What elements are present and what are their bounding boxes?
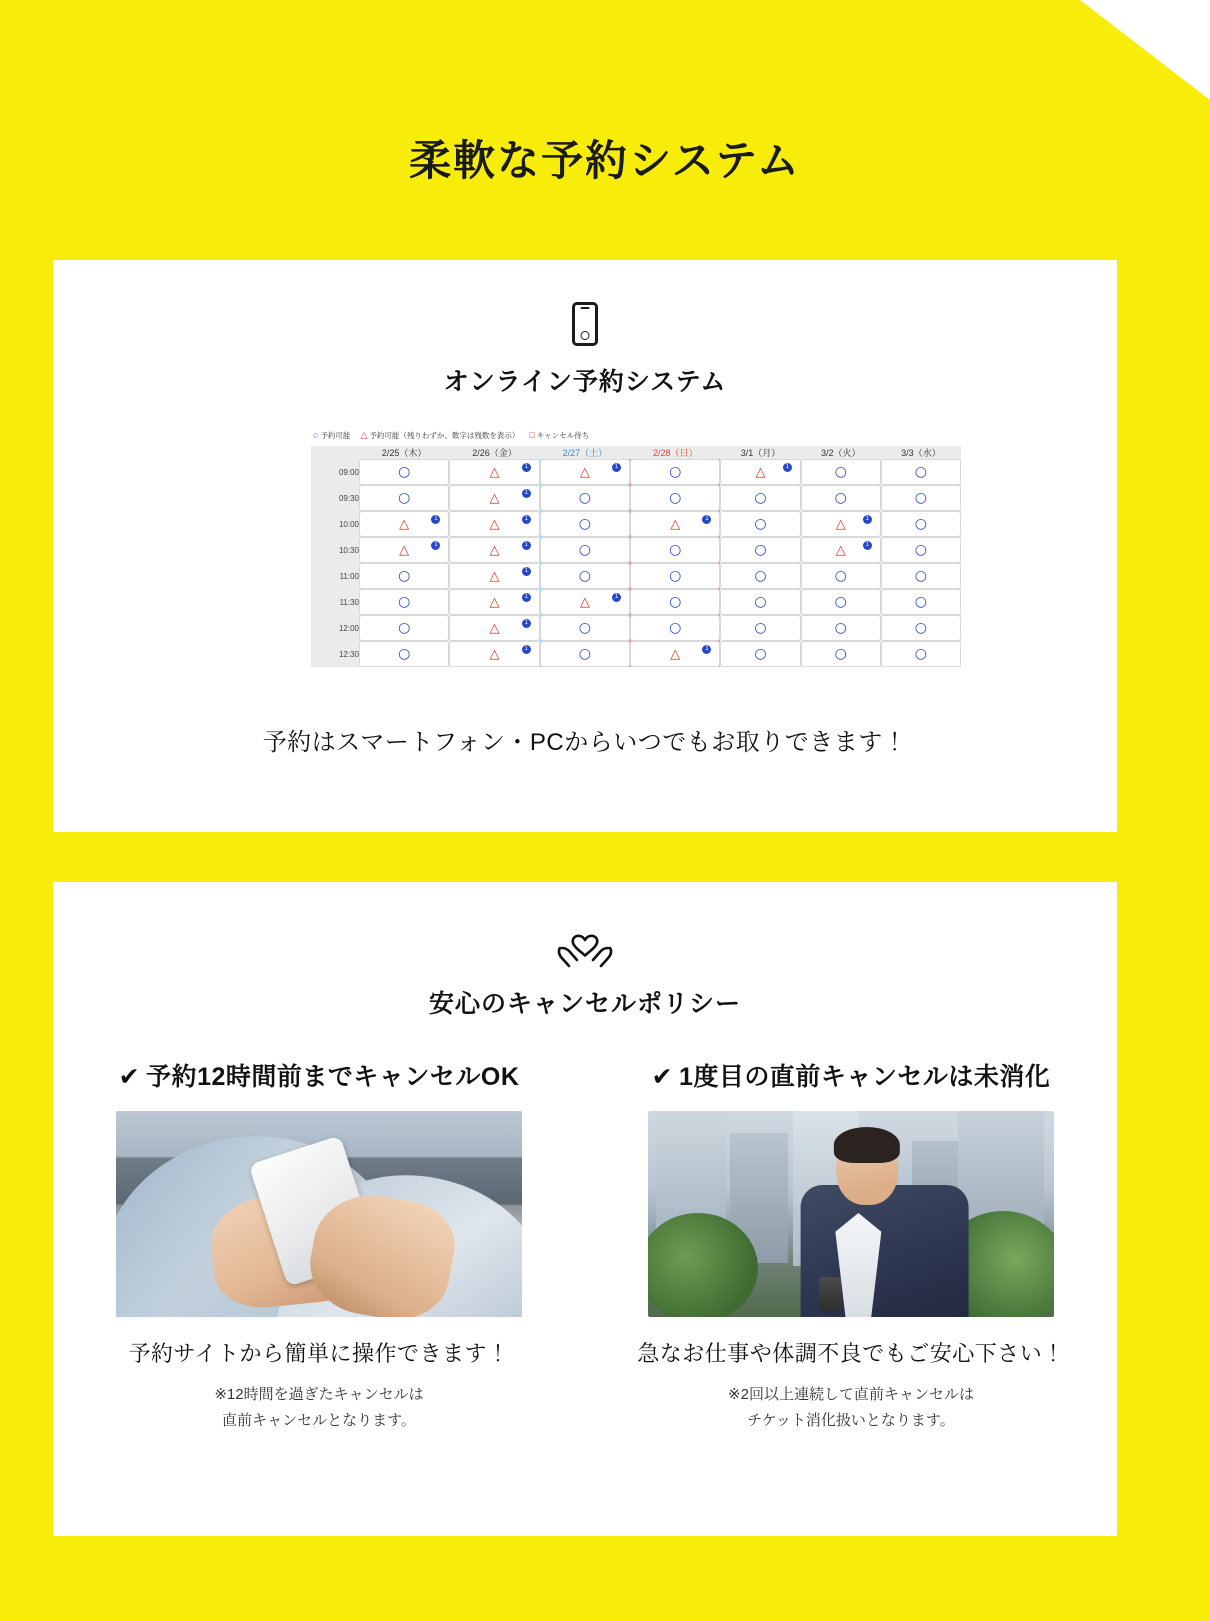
calendar-cell [720,589,800,615]
calendar-slot-button[interactable] [540,485,630,511]
circle-icon: ○ [754,620,767,636]
circle-icon: ○ [669,568,682,584]
calendar-slot-button[interactable] [881,641,961,667]
calendar-cell [881,511,961,537]
calendar-slot-button[interactable] [801,459,881,485]
calendar-cell [720,563,800,589]
calendar-cell [630,615,720,641]
calendar-slot-button[interactable] [720,537,800,563]
remaining-count-badge: 1 [522,463,531,472]
page-title: 柔軟な予約システム [409,137,801,184]
cancel-policy-note-1 [53,1382,585,1435]
circle-icon: ○ [754,516,767,532]
circle-icon: ○ [398,620,411,636]
heart-in-hands-icon [53,924,1117,974]
calendar-cell [881,485,961,511]
remaining-count-badge: 1 [431,515,440,524]
calendar-slot-button[interactable] [540,641,630,667]
calendar-header-row [311,446,961,459]
calendar-cell [630,589,720,615]
circle-icon: ○ [834,490,847,506]
calendar-cell [630,511,720,537]
calendar-slot-button[interactable] [359,511,449,537]
calendar-row [311,537,961,563]
calendar-cell [540,537,630,563]
calendar-cell [359,537,449,563]
calendar-cell [801,615,881,641]
circle-icon: ○ [914,646,927,662]
cancel-policy-columns [53,1057,1117,1435]
triangle-icon: △ [755,464,766,480]
triangle-icon: △ [579,464,590,480]
calendar-slot-button[interactable] [359,537,449,563]
calendar-slot-button[interactable] [359,641,449,667]
triangle-icon: △ [670,646,681,662]
calendar-slot-button[interactable] [449,615,539,641]
calendar-time-label: 10:00 [311,511,359,537]
calendar-slot-button[interactable] [881,511,961,537]
calendar-slot-button[interactable] [449,459,539,485]
calendar-cell [881,459,961,485]
calendar-cell [540,511,630,537]
circle-icon: ○ [754,594,767,610]
calendar-slot-button[interactable] [359,459,449,485]
circle-icon: ○ [398,464,411,480]
calendar-row [311,511,961,537]
circle-icon: ○ [669,594,682,610]
circle-icon: ○ [398,594,411,610]
circle-icon: ○ [398,490,411,506]
hands-holding-smartphone-photo [116,1111,522,1317]
triangle-icon: △ [835,516,846,532]
calendar-slot-button[interactable] [881,589,961,615]
calendar-slot-button[interactable] [720,563,800,589]
calendar-cell [359,589,449,615]
triangle-icon: △ [489,620,500,636]
calendar-slot-button[interactable] [449,537,539,563]
circle-icon: ○ [669,464,682,480]
calendar-slot-button[interactable] [540,589,630,615]
calendar-cell [359,563,449,589]
triangle-icon: △ [489,594,500,610]
square-icon: □ [529,430,535,440]
calendar-slot-button[interactable] [881,537,961,563]
calendar-slot-button[interactable] [540,459,630,485]
calendar-cell [630,485,720,511]
calendar-cell [359,459,449,485]
cancel-policy-caption-1: 予約サイトから簡単に操作できます！ [128,1341,510,1366]
calendar-day-header: 3/3（水） [881,446,961,459]
remaining-count-badge: 1 [702,645,711,654]
circle-icon: ○ [669,620,682,636]
calendar-cell [359,485,449,511]
calendar-cell [801,485,881,511]
calendar-time-label: 11:00 [311,563,359,589]
calendar-slot-button[interactable] [630,615,720,641]
calendar-slot-button[interactable] [630,589,720,615]
calendar-cell [720,615,800,641]
calendar-cell [449,511,539,537]
note-line: 直前キャンセルとなります。 [222,1412,416,1430]
circle-icon: ○ [834,594,847,610]
cancel-policy-title-2: ✔ 1度目の直前キャンセルは未消化 [651,1063,1051,1091]
calendar-slot-button[interactable] [630,537,720,563]
circle-icon: ○ [834,464,847,480]
calendar-time-label: 10:30 [311,537,359,563]
calendar-cell [720,537,800,563]
remaining-count-badge: 1 [522,593,531,602]
triangle-icon: △ [360,430,368,440]
calendar-cell [881,615,961,641]
calendar-cell [881,589,961,615]
calendar-cell [881,563,961,589]
calendar-slot-button[interactable] [359,615,449,641]
triangle-icon: △ [399,516,410,532]
calendar-cell [449,485,539,511]
reservation-system-panel [53,260,1117,832]
circle-icon: ○ [313,430,319,440]
remaining-count-badge: 1 [783,463,792,472]
calendar-slot-button[interactable] [801,563,881,589]
calendar-cell [801,459,881,485]
note-line: ※12時間を過ぎたキャンセルは [214,1386,424,1403]
calendar-slot-button[interactable] [801,537,881,563]
calendar-slot-button[interactable] [720,615,800,641]
cancel-policy-panel [53,882,1117,1536]
note-line: チケット消化扱いとなります。 [747,1412,955,1430]
circle-icon: ○ [834,568,847,584]
calendar-row [311,615,961,641]
calendar-day-header: 3/1（月） [720,446,800,459]
calendar-slot-button[interactable] [801,589,881,615]
legend-item-available: ○ 予約可能 [313,430,351,440]
circle-icon: ○ [914,568,927,584]
triangle-icon: △ [670,516,681,532]
circle-icon: ○ [754,490,767,506]
circle-icon: ○ [578,568,591,584]
calendar-widget[interactable] [311,430,961,667]
remaining-count-badge: 1 [431,541,440,550]
calendar-slot-button[interactable] [540,511,630,537]
calendar-slot-button[interactable] [449,589,539,615]
note-line: ※2回以上連続して直前キャンセルは [728,1386,974,1403]
calendar-slot-button[interactable] [881,563,961,589]
remaining-count-badge: 1 [522,645,531,654]
calendar-cell [801,641,881,667]
calendar-cell [630,641,720,667]
calendar-slot-button[interactable] [881,485,961,511]
calendar-legend [311,430,961,441]
triangle-icon: △ [489,464,500,480]
smartphone-icon [53,302,1117,352]
businessman-outdoors-photo [648,1111,1054,1317]
circle-icon: ○ [754,568,767,584]
triangle-icon: △ [489,568,500,584]
calendar-slot-button[interactable] [540,615,630,641]
circle-icon: ○ [398,646,411,662]
calendar-slot-button[interactable] [540,563,630,589]
calendar-slot-button[interactable] [801,615,881,641]
calendar-cell [449,641,539,667]
calendar-cell [881,537,961,563]
calendar-cell [801,563,881,589]
calendar-cell [540,615,630,641]
calendar-cell [881,641,961,667]
circle-icon: ○ [914,490,927,506]
calendar-slot-button[interactable] [801,641,881,667]
cancel-policy-note-2 [585,1382,1117,1435]
triangle-icon: △ [489,516,500,532]
circle-icon: ○ [834,620,847,636]
calendar-cell [540,563,630,589]
calendar-slot-button[interactable] [881,459,961,485]
circle-icon: ○ [669,542,682,558]
calendar-row [311,589,961,615]
remaining-count-badge: 1 [863,541,872,550]
calendar-cell [540,641,630,667]
calendar-slot-button[interactable] [630,511,720,537]
calendar-slot-button[interactable] [630,459,720,485]
calendar-row [311,641,961,667]
calendar-slot-button[interactable] [449,641,539,667]
calendar-slot-button[interactable] [720,511,800,537]
calendar-slot-button[interactable] [540,537,630,563]
calendar-row [311,459,961,485]
triangle-icon: △ [489,490,500,506]
calendar-cell [720,485,800,511]
calendar-cell [801,511,881,537]
calendar-cell [801,589,881,615]
calendar-slot-button[interactable] [449,511,539,537]
calendar-slot-button[interactable] [630,485,720,511]
cancel-policy-column-2 [585,1057,1117,1435]
calendar-day-header: 2/28（日） [630,446,720,459]
check-icon: ✔ [118,1063,141,1091]
calendar-cell [449,563,539,589]
circle-icon: ○ [914,516,927,532]
calendar-slot-button[interactable] [630,641,720,667]
calendar-time-label: 09:30 [311,485,359,511]
cancel-policy-heading: 安心のキャンセルポリシー [428,990,741,1018]
calendar-row [311,485,961,511]
remaining-count-badge: 1 [522,515,531,524]
circle-icon: ○ [578,646,591,662]
calendar-slot-button[interactable] [449,563,539,589]
calendar-cell [359,641,449,667]
calendar-cell [630,537,720,563]
calendar-time-label: 11:30 [311,589,359,615]
circle-icon: ○ [914,620,927,636]
calendar-row [311,563,961,589]
calendar-slot-button[interactable] [720,641,800,667]
calendar-cell [720,641,800,667]
circle-icon: ○ [754,646,767,662]
calendar-cell [801,537,881,563]
remaining-count-badge: 1 [612,463,621,472]
calendar-cell [449,537,539,563]
calendar-cell [540,589,630,615]
triangle-icon: △ [489,542,500,558]
remaining-count-badge: 1 [522,489,531,498]
cancel-policy-column-1 [53,1057,585,1435]
calendar-time-label: 12:00 [311,615,359,641]
calendar-day-header: 2/26（金） [449,446,539,459]
calendar-cell [630,459,720,485]
remaining-count-badge: 1 [522,619,531,628]
calendar-cell [540,459,630,485]
reservation-heading: オンライン予約システム [443,368,727,396]
circle-icon: ○ [578,490,591,506]
check-icon: ✔ [651,1063,674,1091]
calendar-slot-button[interactable] [359,589,449,615]
reservation-calendar-table[interactable] [311,446,961,667]
cancel-policy-title-1: ✔ 予約12時間前までキャンセルOK [118,1063,520,1091]
calendar-cell [720,511,800,537]
cancel-policy-caption-2: 急なお仕事や体調不良でもご安心下さい！ [637,1341,1065,1366]
calendar-slot-button[interactable] [449,485,539,511]
calendar-cell [720,459,800,485]
calendar-slot-button[interactable] [801,511,881,537]
remaining-count-badge: 1 [522,541,531,550]
calendar-cell [540,485,630,511]
triangle-icon: △ [835,542,846,558]
triangle-icon: △ [489,646,500,662]
circle-icon: ○ [669,490,682,506]
calendar-slot-button[interactable] [359,563,449,589]
circle-icon: ○ [398,568,411,584]
circle-icon: ○ [834,646,847,662]
circle-icon: ○ [578,542,591,558]
reservation-caption: 予約はスマートフォン・PCからいつでもお取りできます！ [262,729,908,756]
calendar-slot-button[interactable] [359,485,449,511]
calendar-cell [359,615,449,641]
circle-icon: ○ [578,516,591,532]
calendar-cell [449,615,539,641]
calendar-cell [630,563,720,589]
legend-item-few-left: △ 予約可能（残りわずか、数字は残数を表示） [360,430,520,440]
triangle-icon: △ [579,594,590,610]
circle-icon: ○ [914,594,927,610]
calendar-slot-button[interactable] [801,485,881,511]
calendar-time-header [311,446,359,459]
calendar-slot-button[interactable] [720,459,800,485]
calendar-cell [449,459,539,485]
remaining-count-badge: 1 [612,593,621,602]
calendar-day-header: 2/27（土） [540,446,630,459]
calendar-cell [359,511,449,537]
calendar-day-header: 3/2（火） [801,446,881,459]
circle-icon: ○ [754,542,767,558]
remaining-count-badge: 1 [863,515,872,524]
calendar-day-header: 2/25（木） [359,446,449,459]
calendar-cell [449,589,539,615]
circle-icon: ○ [578,620,591,636]
calendar-time-label: 09:00 [311,459,359,485]
legend-item-waitlist: □ キャンセル待ち [529,430,590,440]
remaining-count-badge: 1 [522,567,531,576]
triangle-icon: △ [399,542,410,558]
remaining-count-badge: 1 [702,515,711,524]
calendar-slot-button[interactable] [630,563,720,589]
calendar-slot-button[interactable] [720,485,800,511]
calendar-slot-button[interactable] [720,589,800,615]
circle-icon: ○ [914,542,927,558]
calendar-slot-button[interactable] [881,615,961,641]
calendar-time-label: 12:30 [311,641,359,667]
circle-icon: ○ [914,464,927,480]
